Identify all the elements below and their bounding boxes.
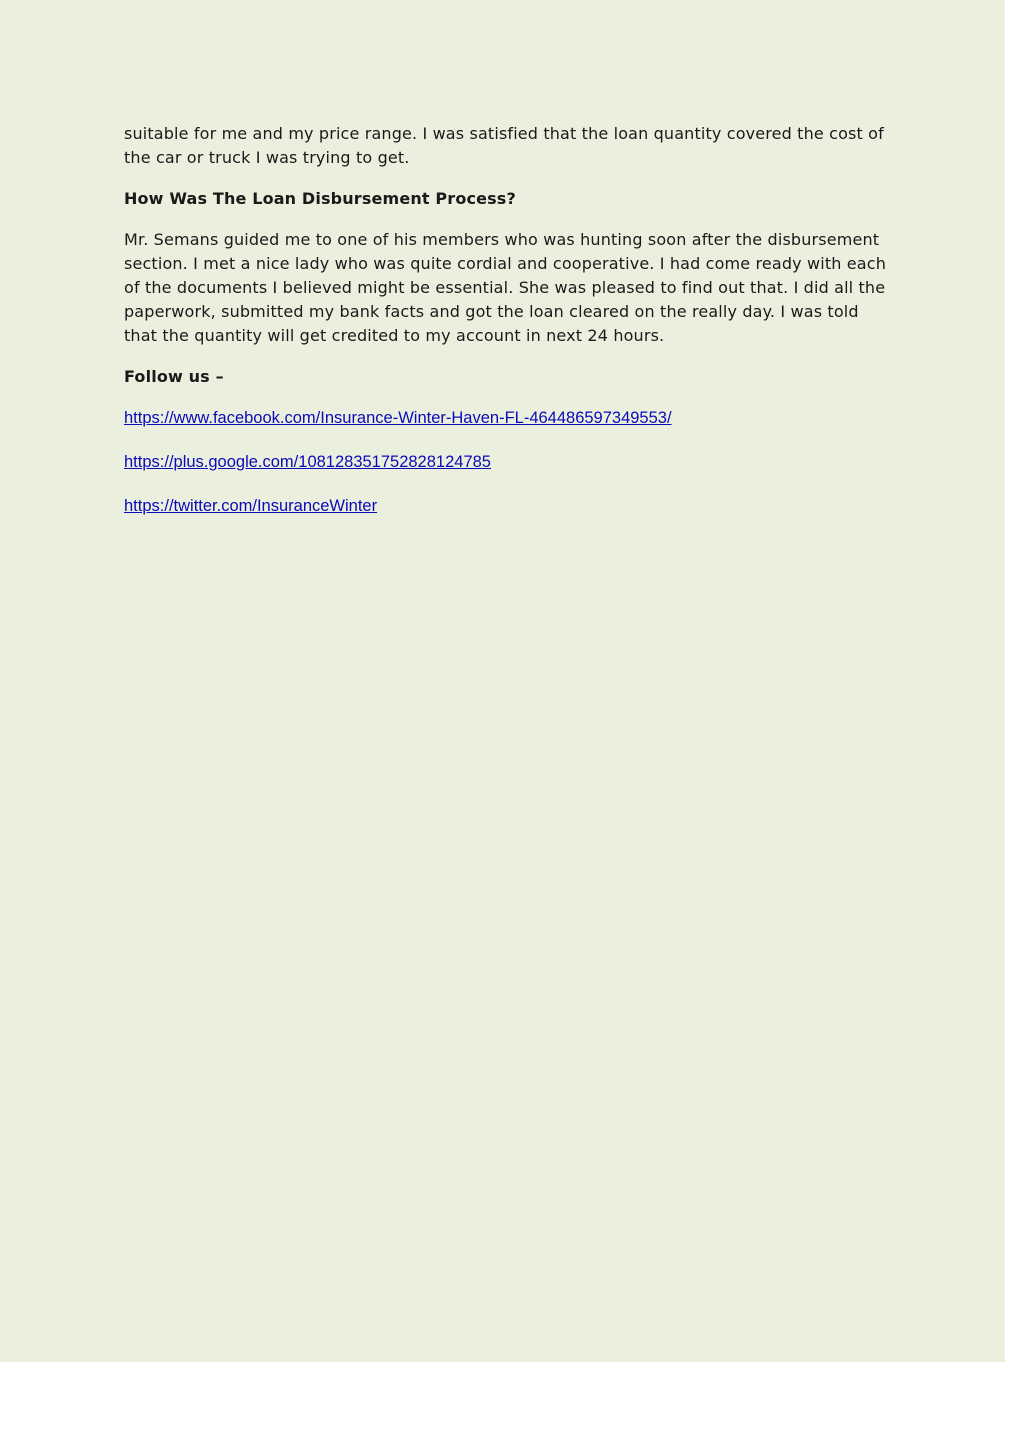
section-heading-disbursement: How Was The Loan Disbursement Process? <box>124 189 516 208</box>
twitter-link[interactable]: https://twitter.com/InsuranceWinter <box>124 497 378 515</box>
twitter-link-line <box>124 494 894 518</box>
paragraph-intro: suitable for me and my price range. I was satisfied that the loan quantity covered the cost of the car or truck I was trying to get. <box>124 124 884 167</box>
google-plus-link-line <box>124 450 894 474</box>
facebook-link-line <box>124 406 894 430</box>
facebook-link[interactable]: https://www.facebook.com/Insurance-Winter-Haven-FL-464486597349553/ <box>124 409 672 427</box>
google-plus-link[interactable]: https://plus.google.com/108128351752828124785 <box>124 453 491 471</box>
paragraph-disbursement: Mr. Semans guided me to one of his members who was hunting soon after the disbursement section. I met a nice lady who was quite cordial and cooperative. I had come ready with each of the documents I believed might be essential. She was pleased to find out that. I did all the paperwork, submitted my bank facts and got the loan cleared on the really day. I was told that the quantity will get credited to my account in next 24 hours. <box>124 230 886 345</box>
section-heading-follow-us: Follow us – <box>124 367 224 386</box>
document-body <box>124 122 894 538</box>
